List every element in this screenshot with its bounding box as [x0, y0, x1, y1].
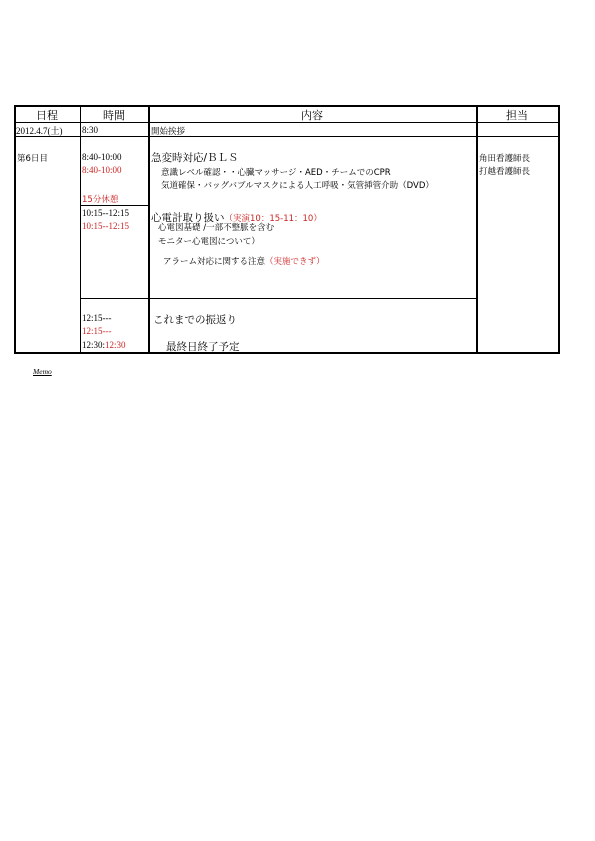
row3-time2-actual: 12:30 — [105, 340, 126, 350]
row2-line5: アラーム対応に関する注意 — [163, 257, 266, 267]
time-break-divider — [80, 205, 148, 206]
time-content-divider — [148, 105, 150, 354]
row2-line2: 気道確保・バッグバブルマスクによる人工呼吸・気管挿管介助（DVD） — [161, 181, 434, 191]
row3-closing: 最終日終了予定 — [166, 341, 240, 353]
row2-line5-group — [163, 249, 325, 268]
row2-line5-note: （実施できず） — [265, 257, 325, 267]
header-content: 内容 — [301, 109, 323, 122]
row1-content: 開始挨拶 — [151, 127, 186, 137]
row1-date: 2012.4.7(土) — [16, 126, 63, 136]
row2-bottom-border — [80, 298, 476, 299]
table-right-border — [558, 105, 560, 354]
date-time-divider — [80, 105, 81, 353]
header-time: 時間 — [103, 109, 125, 122]
row2-person2: 打越看護師長 — [479, 167, 531, 177]
row2-time1: 8:40-10:00 — [82, 152, 122, 162]
table-left-border — [14, 105, 16, 354]
row3-time1: 12:15--- — [82, 313, 112, 323]
header-date: 日程 — [36, 109, 58, 122]
row2-title2: 心電計取り扱い — [151, 212, 225, 224]
row2-title1: 急変時対応/ＢＬＳ — [151, 152, 239, 164]
row3-time1-actual: 12:15--- — [82, 326, 112, 336]
header-person: 担当 — [506, 109, 528, 122]
row2-title2-note: （実演10：15-11：10） — [224, 214, 322, 224]
row2-person1: 角田看護師長 — [479, 154, 531, 164]
row2-break: 15分休憩 — [82, 195, 119, 205]
row2-line4: モニター心電図について） — [158, 237, 260, 247]
row2-time1-actual: 8:40-10:00 — [82, 165, 122, 175]
row2-time2-actual: 10:15--12:15 — [82, 221, 129, 231]
row2-line3: 心電図基礎 /一部不整脈を含む — [158, 223, 275, 233]
row3-title: これまでの振返り — [153, 314, 237, 326]
content-person-divider — [476, 105, 478, 354]
row2-line1: 意識レベル確認・・心臓マッサージ・AED・チームでのCPR — [161, 168, 391, 178]
row1-time: 8:30 — [82, 125, 99, 135]
row3-time2-group — [82, 340, 126, 350]
row1-bottom-border — [14, 136, 560, 137]
row3-time2: 12:30: — [82, 340, 106, 350]
row2-day: 第6日目 — [17, 154, 48, 164]
row2-time2: 10:15--12:15 — [82, 208, 129, 218]
table-bottom-border — [14, 352, 560, 354]
memo-label: Memo — [33, 367, 52, 376]
